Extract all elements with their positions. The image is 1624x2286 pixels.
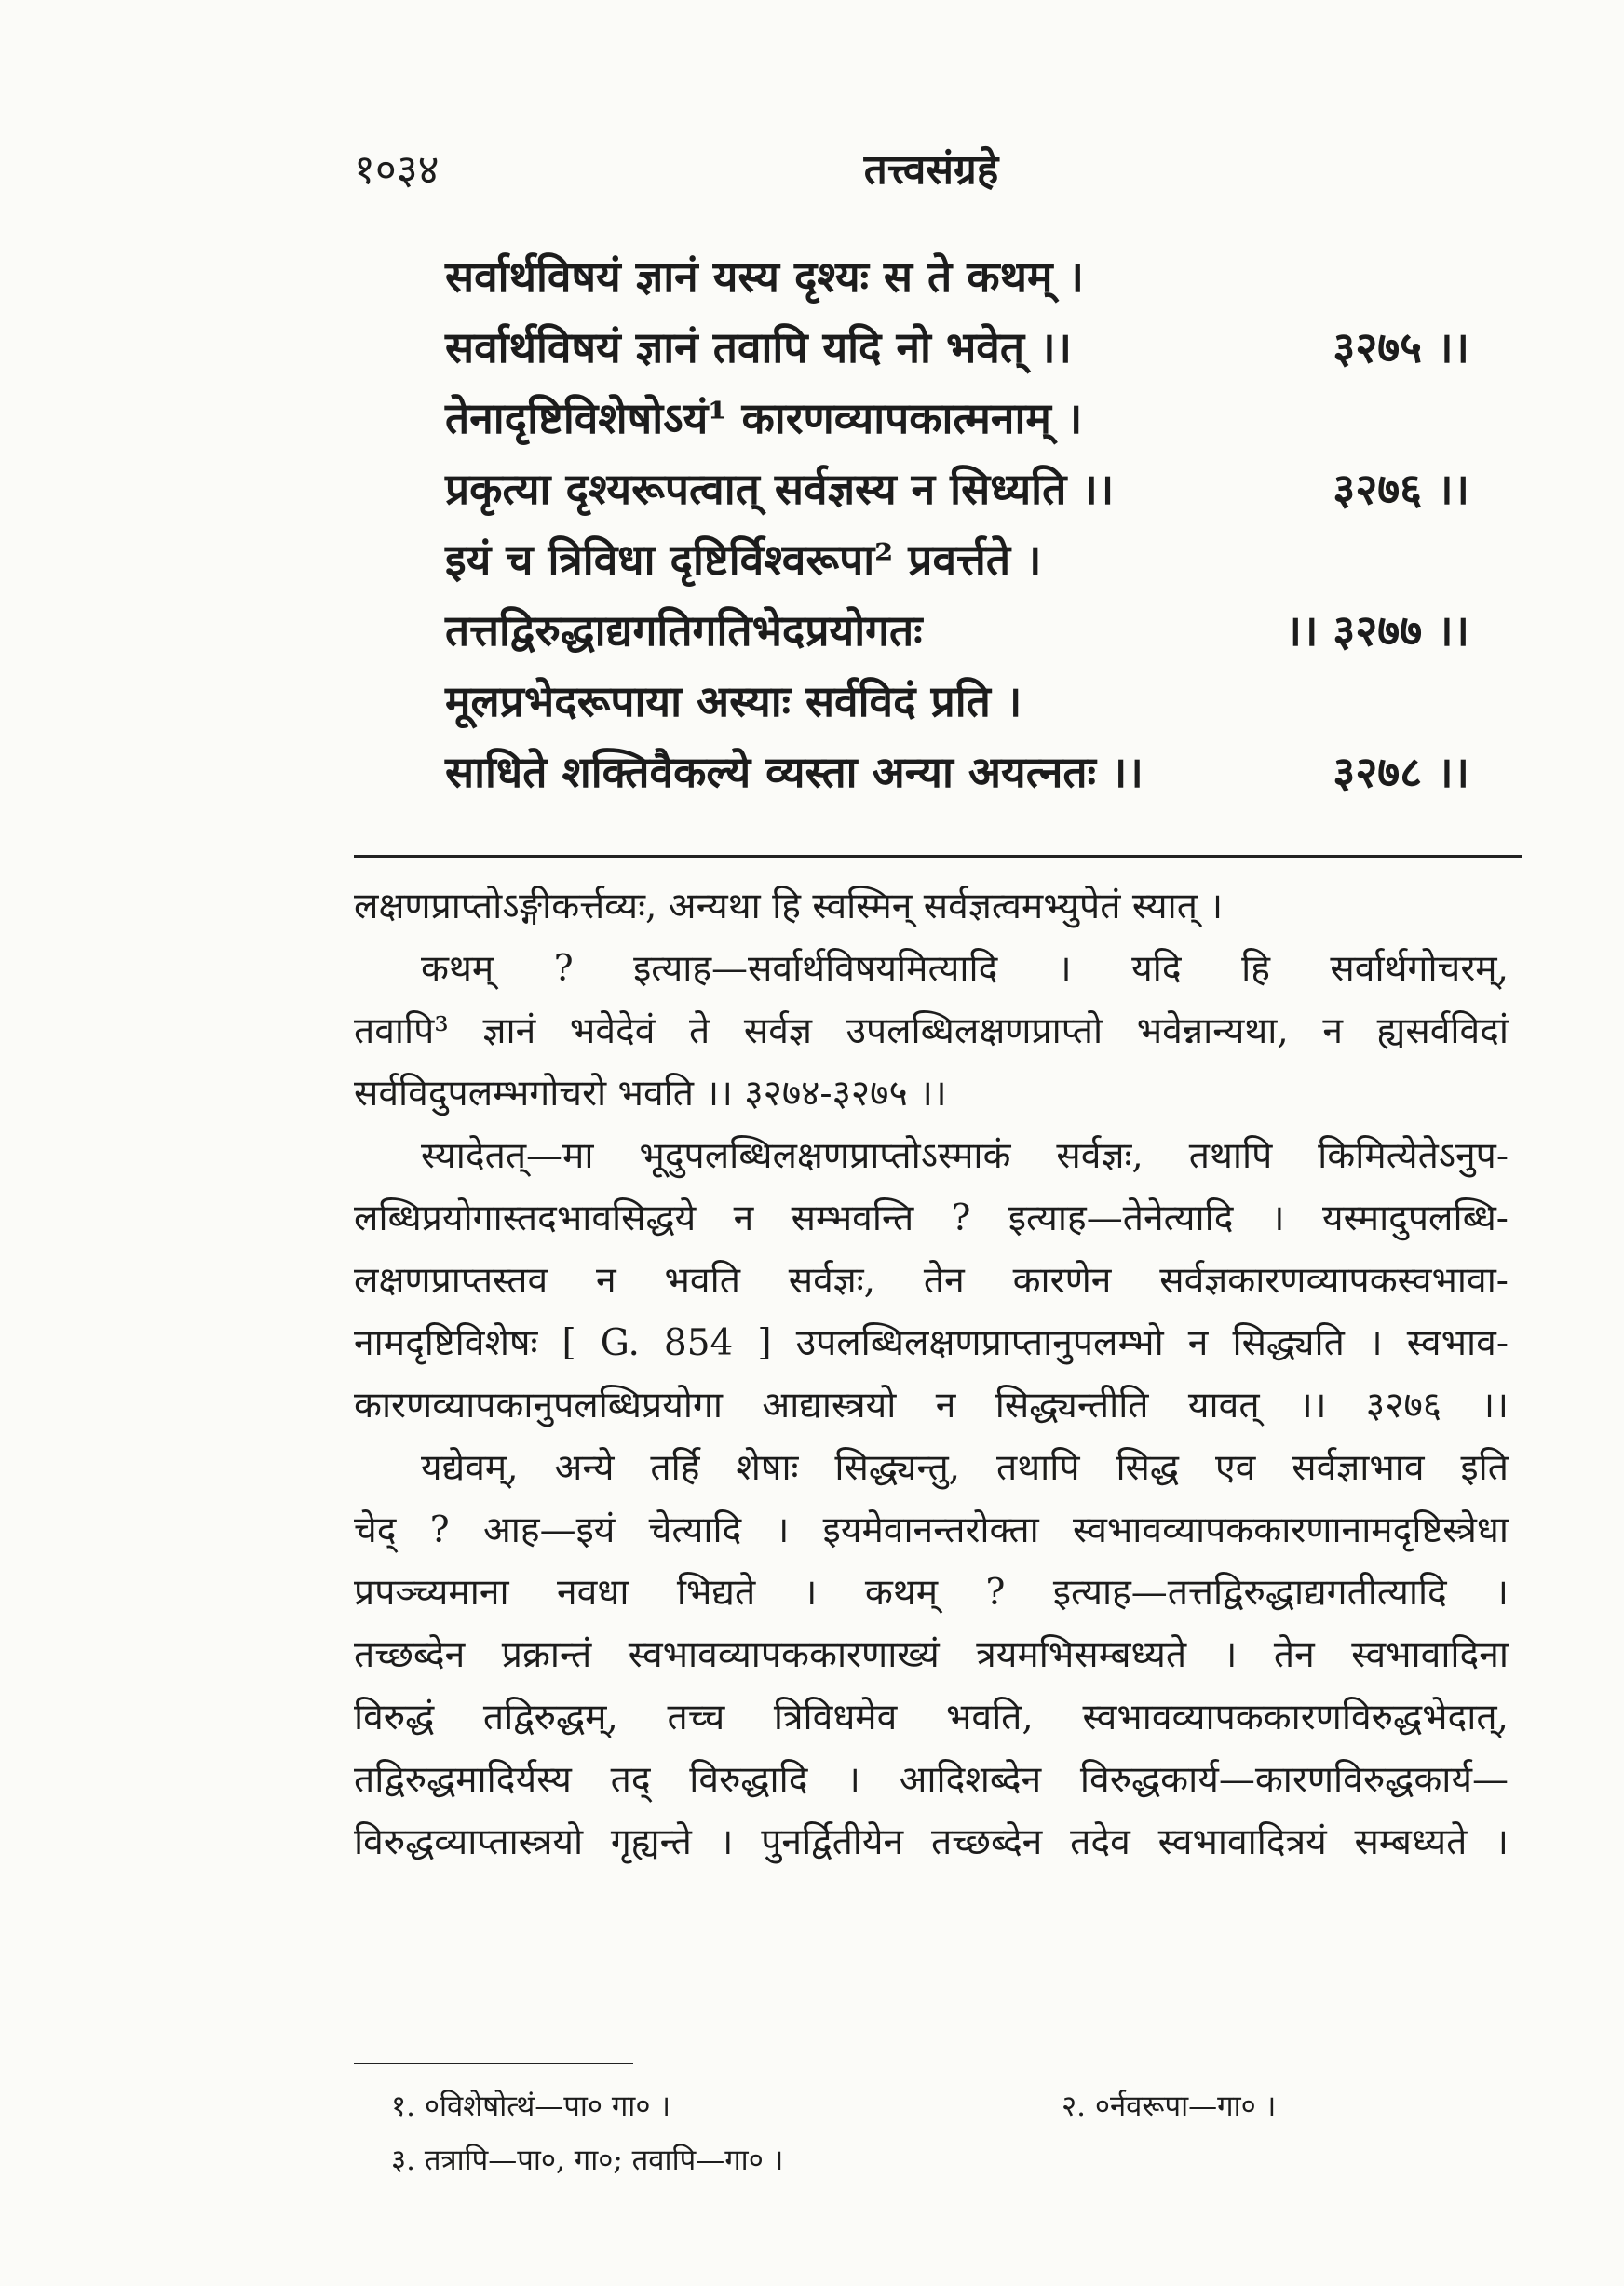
verse-line <box>445 742 1488 813</box>
commentary-line: स्यादेतत्—मा भूदुपलब्धिलक्षणप्राप्तोऽस्माकं सर्वज्ञः, तथापि किमित्येतेऽनुप- <box>421 1135 1509 1177</box>
verse-text: मूलप्रभेदरूपाया अस्याः सर्वविदं प्रति । <box>445 676 1022 726</box>
footnotes <box>391 2086 1509 2194</box>
verse-line <box>445 459 1488 530</box>
verse-text: साधिते शक्तिवैकल्ये व्यस्ता अन्या अयत्नतः ।। <box>445 747 1144 797</box>
commentary-line: सर्वविदुपलम्भगोचरो भवति ।। ३२७४-३२७५ ।। <box>354 1073 947 1115</box>
verse-text: प्रकृत्या दृश्यरूपत्वात् सर्वज्ञस्य न सिध्यति ।। <box>445 464 1115 514</box>
verse-number: ३२७६ ।। <box>1333 464 1469 514</box>
footnote-divider <box>354 2063 633 2064</box>
footnote: २. ०र्नवरूपा—गा० । <box>1062 2090 1277 2123</box>
commentary-line: तवापि³ ज्ञानं भवेदेवं ते सर्वज्ञ उपलब्धिलक्षणप्राप्तो भवेन्नान्यथा, न ह्यसर्वविदां <box>354 1010 1509 1052</box>
footnote: ३. तत्रापि—पा०, गा०; तवापि—गा० । <box>391 2144 784 2177</box>
commentary-line: तच्छब्देन प्रक्रान्तं स्वभावव्यापककारणाख्यं त्रयमभिसम्बध्यते । तेन स्वभावादिना <box>354 1634 1509 1676</box>
running-title: तत्त्वसंग्रहे <box>863 146 999 194</box>
verse-line <box>445 671 1488 742</box>
verse-block <box>445 247 1488 813</box>
verse-text: तत्तद्विरुद्धाद्यगतिगतिभेदप्रयोगतः <box>445 605 923 656</box>
verse-text: तेनादृष्टिविशेषोऽयं¹ कारणव्यापकात्मनाम् । <box>445 393 1083 443</box>
page-header <box>354 140 1509 196</box>
verse-text: सर्वार्थविषयं ज्ञानं यस्य दृश्यः स ते कथम् । <box>445 251 1084 302</box>
commentary-line: विरुद्धव्याप्तास्त्रयो गृह्यन्ते । पुनर्द्वितीयेन तच्छब्देन तदेव स्वभावादित्रयं सम्बध्यते । <box>354 1821 1509 1863</box>
verse-text: इयं च त्रिविधा दृष्टिर्विश्वरूपा² प्रवर्त्तते । <box>445 534 1042 585</box>
commentary-line: प्रपञ्च्यमाना नवधा भिद्यते । कथम् ? इत्याह—तत्तद्विरुद्धाद्यगतीत्यादि । <box>354 1572 1509 1614</box>
footnote-row <box>391 2086 1509 2140</box>
verse-line <box>445 318 1488 388</box>
commentary-line: लब्धिप्रयोगास्तदभावसिद्धये न सम्भवन्ति ? इत्याह—तेनेत्यादि । यस्मादुपलब्धि- <box>354 1197 1509 1239</box>
commentary-block <box>354 880 1509 1878</box>
verse-line <box>445 530 1488 601</box>
commentary-line: विरुद्धं तद्विरुद्धम्, तच्च त्रिविधमेव भवति, स्वभावव्यापककारणविरुद्धभेदात्, <box>354 1697 1509 1738</box>
commentary-line: नामदृष्टिविशेषः [ G. 854 ] उपलब्धिलक्षणप्राप्तानुपलम्भो न सिद्ध्यति । स्वभाव- <box>354 1322 1509 1364</box>
commentary-line: तद्विरुद्धमादिर्यस्य तद् विरुद्धादि । आदिशब्देन विरुद्धकार्य—कारणविरुद्धकार्य— <box>354 1759 1509 1801</box>
verse-text: सर्वार्थविषयं ज्ञानं तवापि यदि नो भवेत् ।। <box>445 322 1072 372</box>
verse-number: ।। ३२७७ ।। <box>1285 605 1469 656</box>
verse-line <box>445 388 1488 459</box>
commentary-line: चेद् ? आह—इयं चेत्यादि । इयमेवानन्तरोक्ता स्वभावव्यापककारणानामदृष्टिस्त्रेधा <box>354 1509 1509 1551</box>
footnote: १. ०विशेषोत्थं—पा० गा० । <box>391 2090 671 2123</box>
commentary-line: कथम् ? इत्याह—सर्वार्थविषयमित्यादि । यदि हि सर्वार्थगोचरम्, <box>421 948 1509 990</box>
commentary-line: कारणव्यापकानुपलब्धिप्रयोगा आद्यास्त्रयो न सिद्ध्यन्तीति यावत् ।। ३२७६ ।। <box>354 1385 1509 1427</box>
verse-number: ३२७५ ।। <box>1333 322 1469 372</box>
commentary-line: यद्येवम्, अन्ये तर्हि शेषाः सिद्ध्यन्तु, तथापि सिद्ध एव सर्वज्ञाभाव इति <box>421 1447 1509 1489</box>
commentary-line: लक्षणप्राप्तस्तव न भवति सर्वज्ञः, तेन कारणेन सर्वज्ञकारणव्यापकस्वभावा- <box>354 1260 1509 1302</box>
verse-line <box>445 247 1488 318</box>
verse-divider <box>354 855 1522 858</box>
footnote-row <box>391 2140 1509 2194</box>
verse-line <box>445 601 1488 671</box>
verse-number: ३२७८ ।। <box>1333 747 1469 797</box>
page-number: १०३४ <box>354 146 440 194</box>
commentary-line: लक्षणप्राप्तोऽङ्गीकर्त्तव्यः, अन्यथा हि स्वस्मिन् सर्वज्ञत्वमभ्युपेतं स्यात् । <box>354 886 1224 927</box>
